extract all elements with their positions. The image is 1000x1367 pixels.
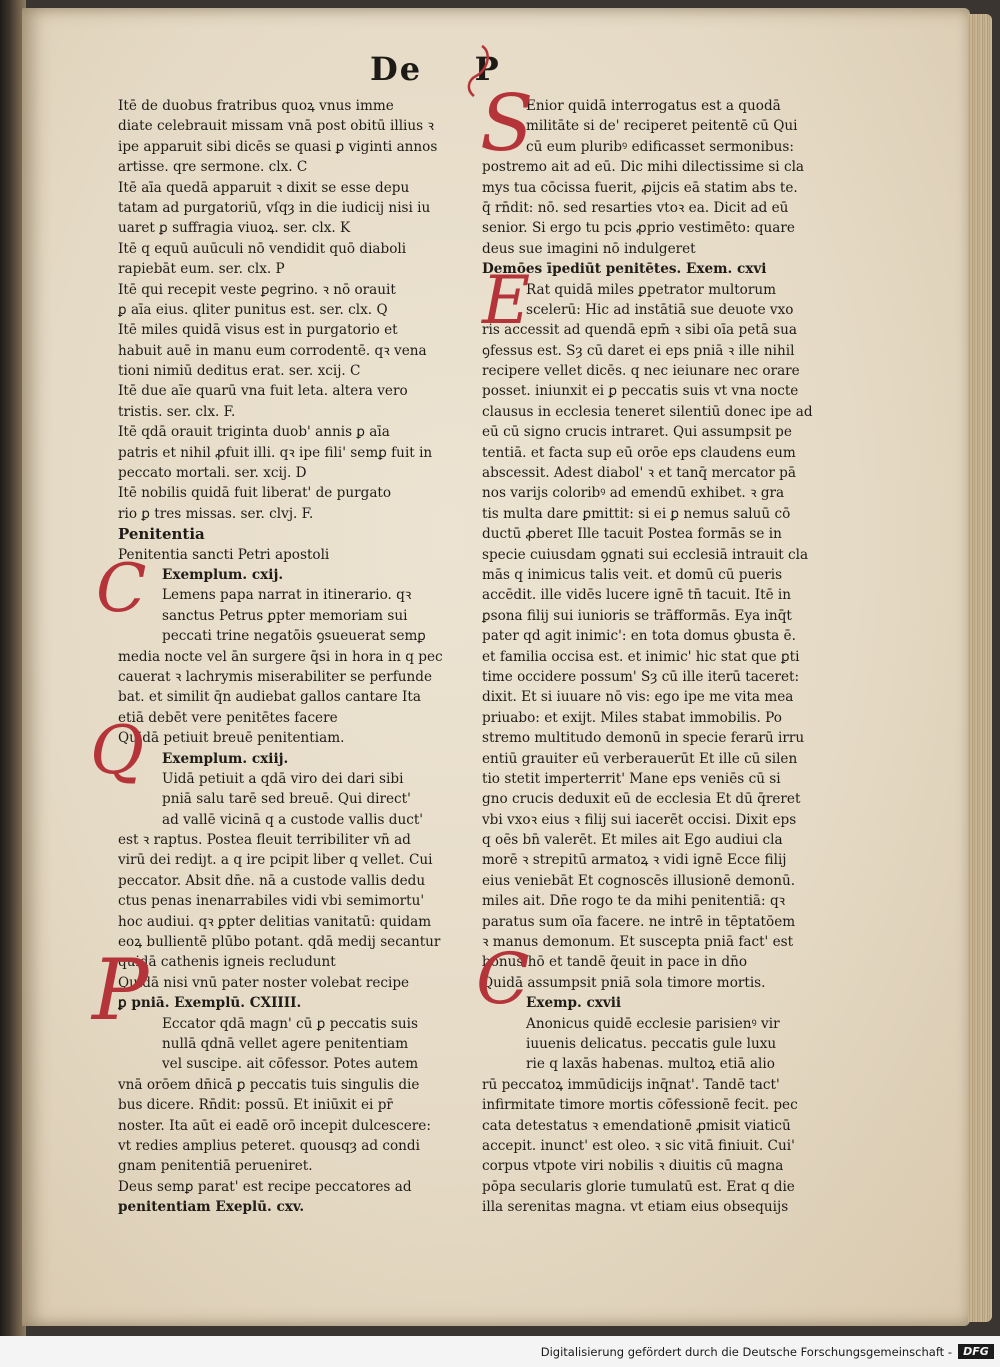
right-column-line: time occidere possum' Sȝ cū ille iterū taceret: <box>482 668 800 685</box>
left-column-line: diate celebrauit missam vnā post obitū illius ꝛ <box>118 118 434 135</box>
left-column-line: Quidā nisi vnū pater noster volebat recipe <box>118 974 410 991</box>
red-initial-p: P <box>92 941 149 1039</box>
right-column-line: Anonicus quidē ecclesie parisienꝰ vir <box>526 1015 780 1032</box>
left-column-line: vnā orōem dn̄icā ꝑ peccatis tuis singulis die <box>118 1076 420 1093</box>
red-initial-c: C <box>96 550 147 627</box>
right-column-line: bonus hō et tandē q̄euit in pace in dn̄o <box>482 954 748 971</box>
right-column-line: senior. Si ergo tu pcis ꝓprio vestimēto: quare <box>482 220 795 237</box>
right-column-line: cū eum pluribꝰ edificasset sermonibus: <box>526 138 794 155</box>
left-column-line: ad vallē vicinā q a custode vallis duct' <box>162 811 424 828</box>
right-column-line: gno crucis deduxit eū de ecclesia Et dū q̄reret <box>482 791 801 808</box>
left-column-line: rio ꝑ tres missas. ser. clvj. F. <box>118 505 314 522</box>
right-column-line: postremo ait ad eū. Dic mihi dilectissime si cla <box>482 159 805 176</box>
right-column-line: q oēs bn̄ valerēt. Et miles ait Ego audiui cla <box>482 832 783 849</box>
right-column-line: stremo multitudo demonū in specie ferarū irru <box>482 730 805 747</box>
left-column-line: hoc audiui. qꝛ ꝑpter delitias vanitatū: quidam <box>118 913 432 930</box>
left-column-line: eoꝝ bullientē plūbo potant. qdā medij secantur <box>118 934 441 951</box>
right-column-line: eū cū signo crucis intraret. Qui assumpsit pe <box>482 424 792 441</box>
right-column-line: Rat quidā miles ꝑpetrator multorum <box>526 281 776 298</box>
left-column-line: virū dei rediȷt. a q ire pcipit liber q vellet. Cui <box>118 852 433 869</box>
right-column-line: posset. iniunxit ei ꝑ peccatis suis vt vna nocte <box>482 383 799 400</box>
right-column-line: specie cuiusdam ꝯgnati sui ecclesiā intrauit cla <box>482 546 809 563</box>
left-column-line: vt redies amplius peteret. quousqȝ ad condi <box>118 1137 420 1154</box>
left-column-line: sanctus Petrus ꝑpter memoriam sui <box>162 607 408 624</box>
right-column-line: priuabo: et exijt. Miles stabat immobilis. Po <box>482 709 782 726</box>
left-column-line: penitentiam Exeplū. cxv. <box>118 1199 305 1216</box>
left-column-line: tatam ad purgatoriū, vſqȝ in die iudicij nisi iu <box>118 199 431 216</box>
right-column-line: Enior quidā interrogatus est a quodā <box>526 98 781 114</box>
right-column-line: tis multa dare ꝑmittit: si ei ꝑ nemus saluū cō <box>482 505 791 522</box>
right-column-line: q̄ rn̄dit: nō. sed resarties vtoꝛ ea. Dicit ad eū <box>482 199 789 216</box>
right-column-line: rie q laxās habenas. multoꝝ etiā alio <box>526 1056 775 1073</box>
left-column-line: Itē miles quidā visus est in purgatorio et <box>118 322 398 339</box>
left-column-line: Itē de duobus fratribus quoꝝ vnus imme <box>118 98 394 114</box>
left-column-line: Itē nobilis quidā fuit liberat' de purgato <box>118 485 392 502</box>
right-column-line: clausus in ecclesia teneret silentiū donec ipe ad <box>482 403 813 420</box>
right-column-line: ꝑsona filij sui iunioris se trāfformās. Eya inq̄t <box>482 607 792 624</box>
right-column-line: rū peccatoꝝ immūdicijs inq̄nat'. Tandē tact' <box>482 1076 780 1093</box>
left-column-line: bus dicere. Rn̄dit: possū. Et iniūxit ei pr̄ <box>118 1097 393 1114</box>
left-column-line: artisse. qre sermone. clx. C <box>118 159 308 176</box>
left-column-line: Penitentia <box>118 525 205 544</box>
left-column-line: ꝑ aīa eius. qliter punitus est. ser. clx. Q <box>118 301 388 318</box>
footer-bar <box>0 1336 1000 1367</box>
left-column-line: nullā qdnā vellet agere penitentiam <box>162 1035 409 1052</box>
right-column-line: ductū ꝓberet Ille tacuit Postea formās se in <box>482 526 782 543</box>
left-column-line: Itē q equū auūculi nō vendidit quō diaboli <box>118 240 407 257</box>
right-column-line: et familia occisa est. et inimic' hic stat que ꝑti <box>482 648 800 665</box>
left-column-line: tioni nimiū deditus erat. ser. xcij. C <box>118 363 361 380</box>
right-column-line: Quidā assumpsit pniā sola timore mortis. <box>482 974 766 991</box>
left-column-line: Exemplum. cxiij. <box>162 750 289 767</box>
left-column-line: pniā salu tarē sed breuē. Qui direct' <box>162 791 411 808</box>
right-column-line: miles ait. Dn̄e rogo te da mihi penitentiā: qꝛ <box>482 893 786 910</box>
right-text-column <box>482 96 828 1217</box>
right-column-line: ꝯfessus est. Sȝ cū daret ei eps pniā ꝛ ille nihil <box>482 342 795 359</box>
right-column-line: mys tua cōcissa fuerit, ꝓijcis eā statim abs te. <box>482 179 798 196</box>
right-column-line: militāte si de' reciperet peitentē cū Qui <box>526 118 798 135</box>
running-head-text: De P <box>370 50 501 88</box>
right-column-line: illa serenitas magna. vt etiam eius obsequijs <box>482 1199 789 1216</box>
left-column-line: ctus penas inenarrabiles vidi vbi semimortu' <box>118 893 425 910</box>
right-column-line: morē ꝛ strepitū armatoꝝ ꝛ vidi ignē Ecce filij <box>482 852 787 869</box>
right-column-line: recipere vellet dicēs. q nec ieiunare nec orare <box>482 363 800 380</box>
left-column-line: est ꝛ raptus. Postea fleuit terribiliter vn̄ ad <box>118 832 411 849</box>
left-column-line: vel suscipe. ait cōfessor. Potes autem <box>162 1056 419 1073</box>
left-column-line: habuit auē in manu eum corrodentē. qꝛ vena <box>118 342 427 359</box>
right-column-line: pater qd agit inimic': en tota domus ꝯbusta ē. <box>482 628 796 645</box>
right-column-line: abscessit. Adest diabol' ꝛ et tanq̄ mercator pā <box>482 465 796 482</box>
left-column-line: Itē due aīe quarū vna fuit leta. altera vero <box>118 383 408 400</box>
right-column-line: vbi vxoꝛ eius ꝛ filij sui iacerēt occisi. Dixit eps <box>482 811 797 828</box>
red-initial-c-right: C <box>476 938 530 1020</box>
left-column-line: Uidā petiuit a qdā viro dei dari sibi <box>162 770 404 787</box>
red-initial-s: S <box>480 79 534 169</box>
left-column-line: media nocte vel ān surgere q̄si in hora in q pec <box>118 648 443 665</box>
left-column-line: patris et nihil ꝓfuit illi. qꝛ ipe fili' semꝑ fuit in <box>118 444 433 461</box>
left-column-line: cauerat ꝛ lachrymis miserabiliter se perfunde <box>118 668 433 685</box>
left-column-line: Quidā petiuit breuē penitentiam. <box>118 730 345 747</box>
right-column-line: eius veniebāt Et cognoscēs illusionē demonū. <box>482 872 796 889</box>
left-column-line: peccator. Absit dn̄e. nā a custode vallis dedu <box>118 872 426 889</box>
left-column-line: Itē aīa quedā apparuit ꝛ dixit se esse depu <box>118 179 410 196</box>
right-column-line: tio stetit imperterrit' Mane eps veniēs cū si <box>482 770 781 787</box>
footer-credit-text: Digitalisierung gefördert durch die Deutsche Forschungsgemeinschaft - <box>540 1345 952 1359</box>
right-column-line: entiū grauiter eū verberauerūt Et ille cū silen <box>482 750 798 767</box>
right-column-line: tentiā. et facta sup eū orōe eps claudens eum <box>482 444 796 461</box>
right-column-line: dixit. Et si iuuare nō vis: ego ipe me vita mea <box>482 689 794 706</box>
left-column-line: rapiebāt eum. ser. clx. P <box>118 261 285 278</box>
right-column-line: infirmitate timore mortis cōfessionē fecit. pec <box>482 1097 798 1114</box>
left-column-line: ipe apparuit sibi dicēs se quasi ꝑ viginti annos <box>118 138 438 155</box>
left-column-line: ꝑ pniā. Exemplū. CXIIII. <box>118 995 302 1012</box>
right-column-line: ꝛ manus demonum. Et suscepta pniā fact' est <box>482 934 794 951</box>
right-column-line: nos varijs coloribꝰ ad emendū exhibet. ꝛ gra <box>482 485 785 502</box>
page-fore-edge <box>968 14 992 1322</box>
left-column-line: bat. et similit q̄n audiebat gallos cantare Ita <box>118 689 421 706</box>
left-column-line: quidā cathenis igneis recludunt <box>118 954 336 971</box>
right-column-line: accepit. inunct' est oleo. ꝛ sic vitā finiuit. Cui' <box>482 1137 795 1154</box>
left-column-line: Exemplum. cxij. <box>162 566 284 583</box>
left-column-line: Deus semꝑ parat' est recipe peccatores ad <box>118 1178 412 1195</box>
right-column-line: Exemp. cxvii <box>526 995 622 1012</box>
red-initial-q: Q <box>90 712 145 789</box>
left-column-line: gnam penitentiā perueniret. <box>118 1158 313 1175</box>
right-column-line: Demōes īpediūt penitētes. Exem. cxvi <box>482 261 767 278</box>
right-column-line: scelerū: Hic ad instātiā sue deuote vxo <box>526 301 794 318</box>
left-column-line: Lemens papa narrat in itinerario. qꝛ <box>162 587 412 604</box>
right-column-line: deus sue imagini nō indulgeret <box>482 240 696 257</box>
left-column-line: Itē qdā orauit triginta duob' annis ꝑ aīa <box>118 424 390 441</box>
right-column-line: cata detestatus ꝛ emendationē ꝓmisit viaticū <box>482 1117 791 1134</box>
left-column-line: peccato mortali. ser. xcij. D <box>118 465 307 482</box>
left-column-line: tristis. ser. clx. F. <box>118 403 236 420</box>
right-column-line: pōpa secularis glorie tumulatū est. Erat q die <box>482 1178 795 1195</box>
left-column-line: Eccator qdā magn' cū ꝑ peccatis suis <box>162 1015 418 1032</box>
left-column-line: uaret ꝑ suffragia viuoꝝ. ser. clx. K <box>118 220 351 237</box>
right-column-line: accēdit. ille vidēs lucere ignē tn̄ tacuit. Itē in <box>482 587 792 604</box>
dfg-logo: DFG <box>958 1344 994 1359</box>
right-column-line: paratus sum oīa facere. ne intrē in tēptatōem <box>482 913 796 930</box>
right-column-line: ris accessit ad quendā epm̄ ꝛ sibi oīa petā sua <box>482 322 797 339</box>
red-initial-e: E <box>482 262 531 339</box>
left-column-line: peccati trine negatōis ꝯsueuerat semꝑ <box>162 628 426 645</box>
left-column-line: Itē qui recepit veste ꝑegrino. ꝛ nō orauit <box>118 281 396 298</box>
left-column-line: etiā debēt vere penitētes facere <box>118 709 338 726</box>
left-text-column <box>118 96 458 1217</box>
right-column-line: iuuenis delicatus. peccatis gule luxu <box>526 1035 777 1052</box>
right-column-line: corpus vtpote viri nobilis ꝛ diuitis cū magna <box>482 1158 784 1175</box>
right-column-line: mās q inimicus talis veit. et domū cū pueris <box>482 566 783 583</box>
left-column-line: noster. Ita aūt ei eadē orō incepit dulcescere: <box>118 1117 431 1134</box>
left-column-line: Penitentia sancti Petri apostoli <box>118 546 330 563</box>
